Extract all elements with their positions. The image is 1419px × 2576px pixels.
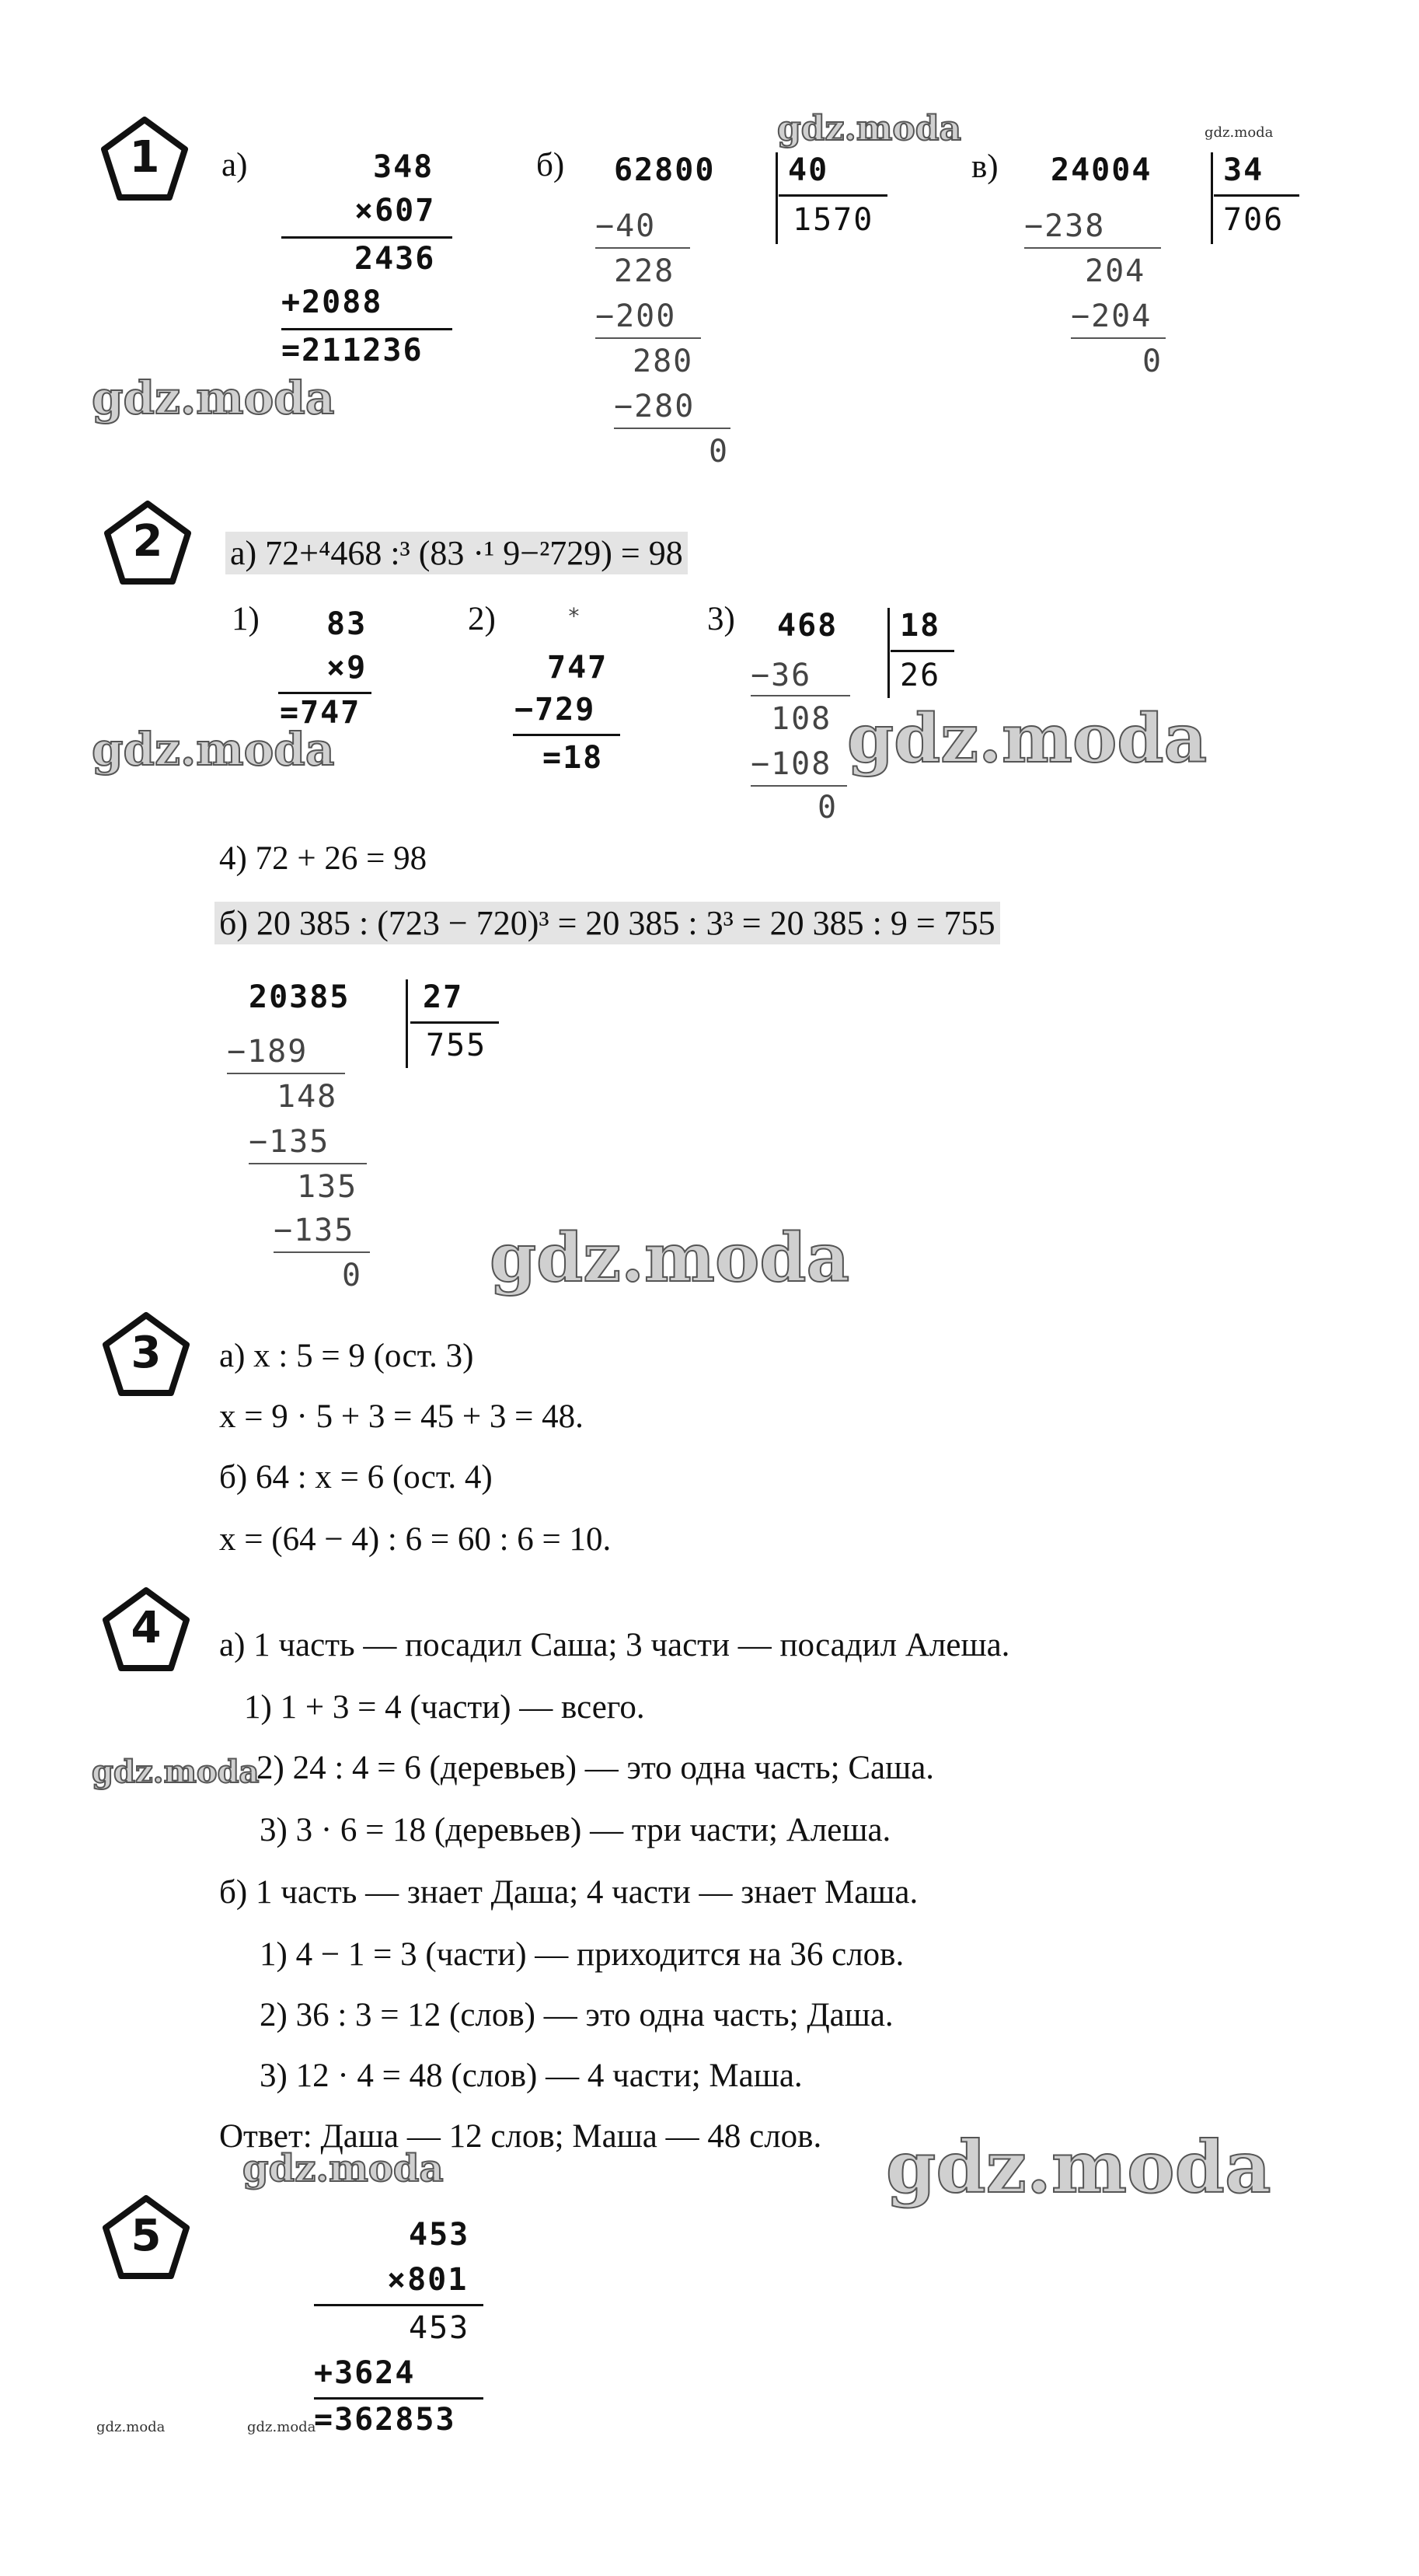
mult-line-4: +2088 (281, 284, 383, 320)
mult-line-4: +3624 (314, 2355, 416, 2391)
div-step: 0 (342, 1258, 363, 1293)
div-step-rule (751, 785, 847, 787)
watermark: gdz.moda (847, 700, 1208, 778)
task-3-badge (101, 1311, 191, 1398)
task-3-line: а) x : 5 = 9 (ост. 3) (219, 1338, 474, 1374)
task-1-badge (99, 115, 190, 202)
mult-line-2: ×9 (326, 650, 368, 686)
watermark: gdz.moda (96, 2419, 166, 2435)
mult-line-2: ×801 (387, 2262, 469, 2298)
sub-line-3: =18 (542, 740, 604, 776)
div-step: 0 (1142, 344, 1163, 379)
step-4-line: 4) 72 + 26 = 98 (219, 840, 427, 877)
task-4-badge (101, 1586, 191, 1673)
div-step: −204 (1071, 298, 1152, 334)
watermark: gdz.moda (92, 372, 335, 424)
task-2a-expression: а) 72+⁴468 :³ (83 ·¹ 9−²729) = 98 (225, 532, 688, 574)
watermark: gdz.moda (92, 1754, 260, 1790)
div-step: −200 (595, 298, 677, 334)
divisor: 18 (900, 608, 941, 644)
watermark: gdz.moda (777, 109, 962, 148)
div-step-rule (614, 428, 730, 429)
task-4-line: 3) 3 · 6 = 18 (деревьев) — три части; Алеша. (260, 1812, 891, 1848)
division-bar (776, 152, 778, 244)
watermark: gdz.moda (490, 1219, 850, 1297)
task-number: 4 (131, 1603, 162, 1653)
div-step: −238 (1024, 208, 1106, 244)
task-4-line: 3) 12 · 4 = 48 (слов) — 4 части; Маша. (260, 2058, 803, 2094)
quotient: 755 (426, 1028, 487, 1063)
div-step: 108 (771, 701, 832, 737)
task-2-badge (103, 499, 193, 586)
div-step: 148 (277, 1079, 338, 1115)
task-4-line: б) 1 часть — знает Даша; 4 части — знает Маша. (219, 1874, 919, 1911)
div-step: 280 (633, 344, 694, 379)
task-1c-label: в) (971, 148, 999, 185)
task-4-line: 2) 36 : 3 = 12 (слов) — это одна часть; Даша. (260, 1997, 894, 2033)
div-step-rule (595, 337, 701, 339)
mult-line-1: 83 (326, 606, 368, 642)
div-step: −135 (274, 1213, 355, 1248)
divisor: 34 (1223, 152, 1264, 188)
div-step: 135 (297, 1169, 358, 1205)
task-4-answer: Ответ: Даша — 12 слов; Маша — 48 слов. (219, 2118, 822, 2155)
div-step-rule (274, 1251, 370, 1253)
task-3-line: x = 9 · 5 + 3 = 45 + 3 = 48. (219, 1398, 584, 1435)
divisor: 40 (788, 152, 829, 188)
div-step: −40 (595, 208, 657, 244)
mult-rule (278, 692, 371, 694)
watermark: gdz.moda (242, 2147, 444, 2190)
mult-line-5: =362853 (314, 2402, 456, 2438)
div-step: 0 (709, 434, 730, 469)
mult-rule (314, 2397, 483, 2400)
div-step: −36 (751, 658, 812, 693)
mult-line-5: =211236 (281, 333, 424, 368)
dividend: 62800 (614, 152, 716, 188)
watermark: gdz.moda (886, 2125, 1271, 2209)
mult-line-3: 453 (409, 2310, 470, 2346)
div-step: −108 (751, 746, 832, 782)
div-step: −189 (227, 1034, 309, 1070)
quotient: 1570 (793, 202, 874, 238)
task-5-badge (101, 2194, 191, 2281)
carry-mark: * (567, 603, 582, 629)
div-step-rule (1024, 247, 1161, 249)
dividend: 24004 (1051, 152, 1152, 188)
mult-rule (314, 2304, 483, 2306)
task-4-line: а) 1 часть — посадил Саша; 3 части — посадил Алеша. (219, 1627, 1010, 1663)
division-rule (891, 650, 954, 652)
div-step: 204 (1085, 253, 1146, 289)
task-4-line: 1) 1 + 3 = 4 (части) — всего. (244, 1689, 645, 1726)
sub-line-1: 747 (547, 650, 608, 686)
task-1a-label: а) (221, 147, 248, 183)
sub-rule (513, 734, 620, 736)
div-step: 228 (614, 253, 675, 289)
div-step: −135 (249, 1124, 330, 1160)
division-rule (779, 194, 887, 197)
watermark: gdz.moda (247, 2419, 316, 2435)
mult-line-2: ×607 (354, 193, 436, 229)
mult-rule (281, 328, 452, 330)
div-step-rule (595, 247, 690, 249)
task-number: 5 (131, 2211, 162, 2261)
division-rule (410, 1021, 499, 1024)
divisor: 27 (423, 979, 464, 1015)
dividend: 468 (777, 608, 838, 644)
division-bar (1211, 152, 1213, 244)
division-bar (406, 979, 408, 1068)
task-2b-expression: б) 20 385 : (723 − 720)³ = 20 385 : 3³ = 20 385 : 9 = 755 (214, 902, 1000, 944)
dividend: 20385 (249, 979, 350, 1015)
division-bar (887, 608, 890, 698)
div-step: 0 (818, 790, 838, 826)
step-label: 3) (707, 601, 735, 637)
mult-line-1: 453 (409, 2217, 470, 2253)
quotient: 706 (1223, 202, 1285, 238)
task-3-line: x = (64 − 4) : 6 = 60 : 6 = 10. (219, 1521, 612, 1558)
div-step: −280 (614, 389, 696, 424)
division-rule (1214, 194, 1299, 197)
task-number: 3 (131, 1328, 162, 1378)
step-label: 2) (468, 601, 496, 637)
task-4-line: 1) 4 − 1 = 3 (части) — приходится на 36 слов. (260, 1936, 905, 1973)
watermark: gdz.moda (92, 723, 335, 776)
watermark: gdz.moda (1205, 124, 1274, 141)
task-3-line: б) 64 : x = 6 (ост. 4) (219, 1459, 493, 1496)
div-step-rule (249, 1163, 367, 1164)
task-4-line: 2) 24 : 4 = 6 (деревьев) — это одна часть; Саша. (256, 1750, 935, 1786)
mult-line-3: 2436 (354, 241, 436, 277)
quotient: 26 (900, 658, 941, 693)
task-number: 2 (132, 516, 163, 567)
sub-line-2: −729 (514, 692, 596, 728)
step-label: 1) (232, 601, 260, 637)
div-step-rule (751, 695, 850, 696)
task-number: 1 (129, 132, 160, 183)
div-step-rule (227, 1073, 345, 1074)
mult-rule (281, 236, 452, 239)
div-step-rule (1071, 337, 1166, 339)
mult-line-3: =747 (280, 695, 361, 731)
mult-line-1: 348 (373, 149, 434, 185)
task-1b-label: б) (536, 147, 565, 183)
